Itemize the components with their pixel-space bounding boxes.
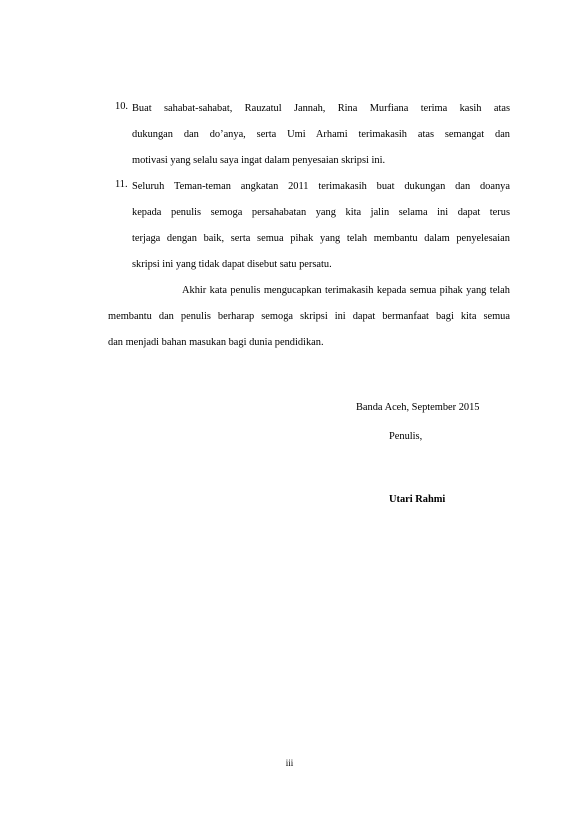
text-line: Akhir kata penulis mengucapkan terimakasih kepada semua pihak yang telah xyxy=(182,285,510,296)
text-line: motivasi yang selalu saya ingat dalam penyesaian skripsi ini. xyxy=(132,155,386,166)
list-item-number: 10. xyxy=(115,101,128,112)
text-line: membantu dan penulis berharap semoga skripsi ini dapat bermanfaat bagi kita semua xyxy=(108,311,510,322)
text-line: terjaga dengan baik, serta semua pihak yang telah membantu dalam penyelesaian xyxy=(132,233,510,244)
signer-name: Utari Rahmi xyxy=(389,494,446,505)
closing-paragraph xyxy=(108,278,510,356)
list-item-number: 11. xyxy=(115,179,128,190)
list-item-text xyxy=(132,174,510,278)
text-line: kepada penulis semoga persahabatan yang kita jalin selama ini dapat terus xyxy=(132,207,510,218)
list-item-11 xyxy=(108,174,510,278)
text-line: skripsi ini yang tidak dapat disebut satu persatu. xyxy=(132,259,332,270)
text-line: Seluruh Teman-teman angkatan 2011 terimakasih buat dukungan dan doanya xyxy=(132,181,510,192)
list-item-10 xyxy=(108,96,510,174)
text-line: dukungan dan do’anya, serta Umi Arhami terimakasih atas semangat dan xyxy=(132,129,510,140)
page-number: iii xyxy=(285,758,294,768)
text-line: Buat sahabat-sahabat, Rauzatul Jannah, Rina Murfiana terima kasih atas xyxy=(132,103,510,114)
list-item-text xyxy=(132,96,510,174)
text-line: dan menjadi bahan masukan bagi dunia pendidikan. xyxy=(108,337,324,348)
place-date: Banda Aceh, September 2015 xyxy=(356,402,480,413)
writer-label: Penulis, xyxy=(389,431,423,442)
